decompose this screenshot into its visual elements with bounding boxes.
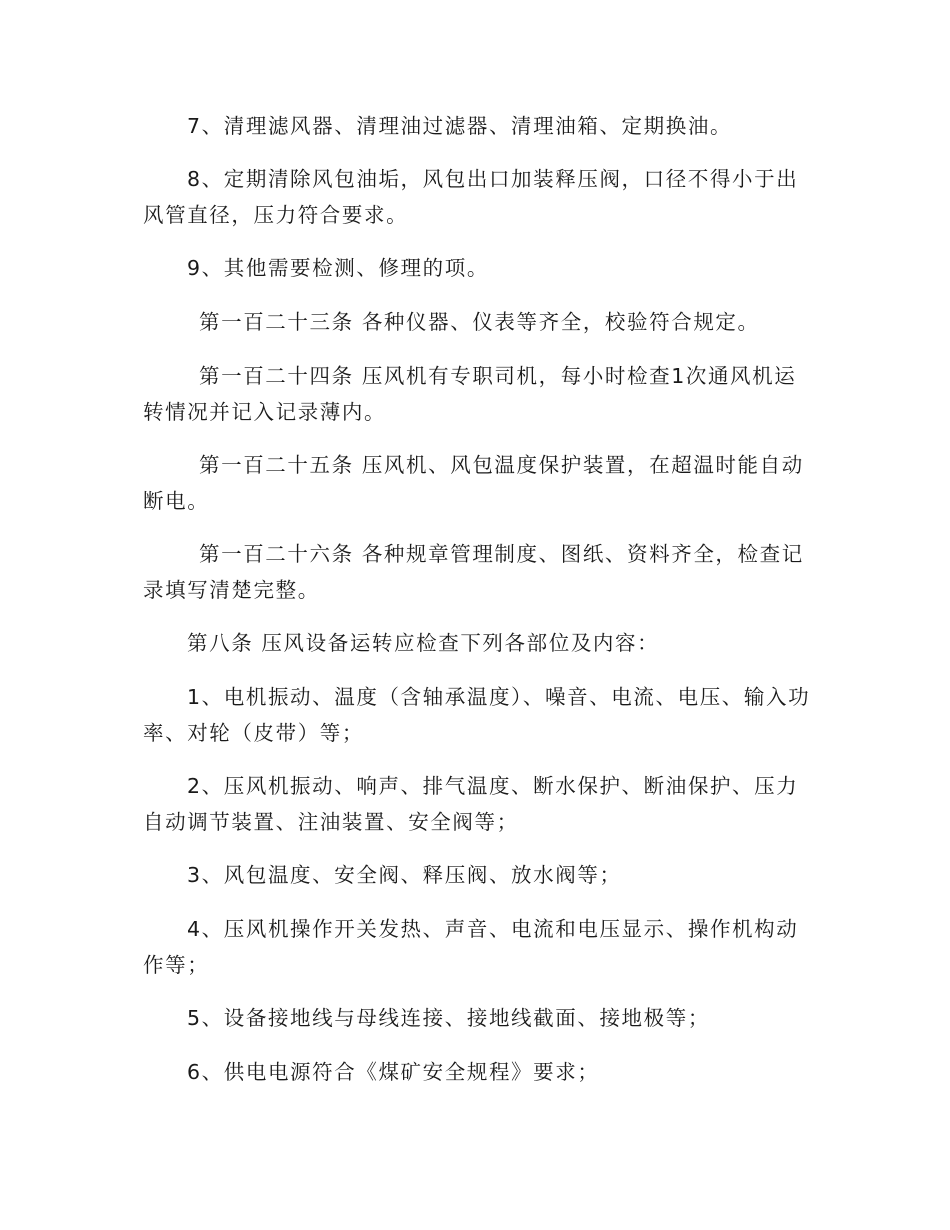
article-126: 第一百二十六条 各种规章管理制度、图纸、资料齐全，检查记录填写清楚完整。 bbox=[143, 542, 804, 602]
paragraph-item-7: 7、清理滤风器、清理油过滤器、清理油箱、定期换油。 bbox=[187, 114, 733, 138]
paragraph-item-9: 9、其他需要检测、修理的项。 bbox=[187, 256, 489, 280]
inspection-item-2: 2、压风机振动、响声、排气温度、断水保护、断油保护、压力自动调节装置、注油装置、安全阀等； bbox=[143, 774, 799, 834]
paragraph-item-8: 8、定期清除风包油垢，风包出口加装释压阀，口径不得小于出风管直径，压力符合要求。 bbox=[143, 167, 799, 227]
inspection-item-5: 5、设备接地线与母线连接、接地线截面、接地极等； bbox=[187, 1006, 710, 1030]
inspection-item-6: 6、供电电源符合《煤矿安全规程》要求； bbox=[187, 1060, 600, 1084]
article-124: 第一百二十四条 压风机有专职司机，每小时检查1次通风机运转情况并记入记录薄内。 bbox=[143, 364, 797, 424]
inspection-item-4: 4、压风机操作开关发热、声音、电流和电压显示、操作机构动作等； bbox=[143, 917, 799, 977]
inspection-item-1: 1、电机振动、温度（含轴承温度）、噪音、电流、电压、输入功率、对轮（皮带）等； bbox=[143, 685, 811, 745]
article-123: 第一百二十三条 各种仪器、仪表等齐全，校验符合规定。 bbox=[199, 310, 760, 334]
inspection-item-3: 3、风包温度、安全阀、释压阀、放水阀等； bbox=[187, 863, 622, 887]
article-8-heading: 第八条 压风设备运转应检查下列各部位及内容： bbox=[187, 631, 660, 655]
article-125: 第一百二十五条 压风机、风包温度保护装置，在超温时能自动断电。 bbox=[143, 453, 804, 513]
